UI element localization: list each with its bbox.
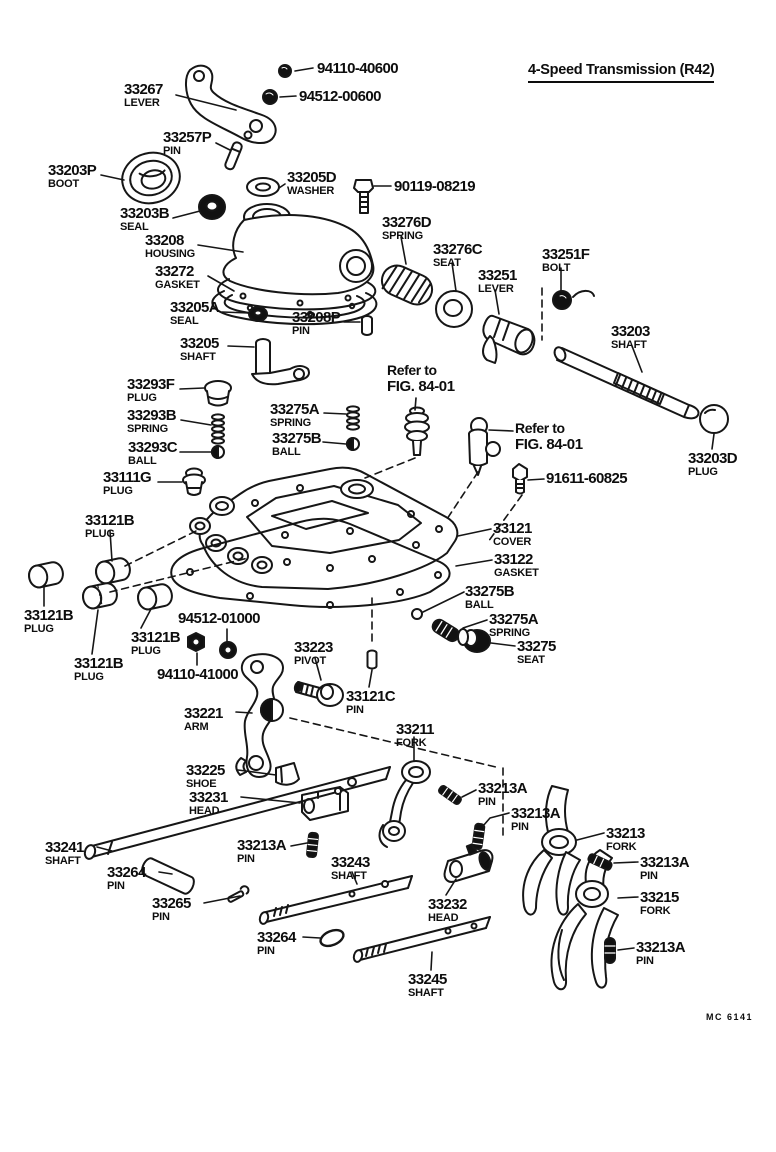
part-name: PLUG [127, 392, 157, 404]
part-label-33121 [493, 521, 532, 548]
part-name: BALL [465, 599, 494, 611]
part-name: SHAFT [408, 987, 444, 999]
part-name: SHOE [186, 778, 217, 790]
part-label-33241 [45, 840, 84, 867]
part-number: 94512-01000 [178, 610, 260, 627]
part-label-33225 [186, 763, 225, 790]
part-label-33203d [688, 451, 737, 478]
part-label-33213a [478, 781, 527, 808]
part-name: PIN [152, 911, 170, 923]
part-number: 33203 [611, 323, 650, 340]
part-name: HEAD [189, 805, 220, 817]
part-number: 33241 [45, 839, 84, 856]
part-label-33213a [511, 806, 560, 833]
part-label-91611-60825 [546, 471, 627, 486]
part-label-94512-00600 [299, 89, 381, 104]
refer-note-line1: Refer to [387, 362, 437, 378]
part-label-33111g [103, 470, 151, 497]
part-name: PIN [257, 945, 275, 957]
part-number: 33276D [382, 214, 431, 231]
part-label-33213a [237, 838, 286, 865]
part-number: 33121B [85, 512, 134, 529]
part-number: 33221 [184, 705, 223, 722]
refer-note-line2: FIG. 84-01 [387, 378, 455, 395]
part-label-33203 [611, 324, 650, 351]
part-label-33223 [294, 640, 333, 667]
part-number: 33211 [396, 721, 434, 738]
part-name: SEAL [170, 315, 199, 327]
part-name: SEAT [517, 654, 545, 666]
part-number: 33264 [257, 929, 296, 946]
part-label-33276c [433, 242, 482, 269]
part-number: 33215 [640, 889, 679, 906]
part-label-33243 [331, 855, 370, 882]
part-label-33293c [128, 440, 177, 467]
part-number: 94110-40600 [317, 60, 398, 77]
part-number: 33121 [493, 520, 532, 537]
part-label-33276d [382, 215, 431, 242]
part-label-33272 [155, 264, 200, 291]
part-number: 91611-60825 [546, 470, 627, 487]
part-label-33205a [170, 300, 219, 327]
part-number: 33225 [186, 762, 225, 779]
part-number: 33208 [145, 232, 184, 249]
part-number: 33276C [433, 241, 482, 258]
part-label-33121b [131, 630, 180, 657]
part-name: SHAFT [180, 351, 216, 363]
part-name: PIN [346, 704, 364, 716]
part-name: PIN [478, 796, 496, 808]
part-label-33232 [428, 897, 467, 924]
part-name: LEVER [124, 97, 160, 109]
part-number: 33213A [640, 854, 689, 871]
part-name: BALL [128, 455, 157, 467]
part-label-33231 [189, 790, 228, 817]
part-number: 33203D [688, 450, 737, 467]
part-label-33275a [270, 402, 319, 429]
part-name: PIN [511, 821, 529, 833]
part-name: SPRING [270, 417, 311, 429]
part-label-94512-01000 [178, 611, 260, 626]
part-number: 33272 [155, 263, 194, 280]
part-label-33251f [542, 247, 589, 274]
part-number: 33245 [408, 971, 447, 988]
part-label-33275 [517, 639, 556, 666]
doc-code: MC 6141 [706, 1012, 754, 1022]
part-number: 33203B [120, 205, 169, 222]
part-name: SPRING [127, 423, 168, 435]
part-label-33211 [396, 722, 434, 749]
part-number: 33232 [428, 896, 467, 913]
part-number: 33121B [131, 629, 180, 646]
part-name: BALL [272, 446, 301, 458]
part-label-33205d [287, 170, 336, 197]
part-number: 33122 [494, 551, 533, 568]
part-number: 33213A [478, 780, 527, 797]
part-name: SPRING [382, 230, 423, 242]
part-number: 33205 [180, 335, 219, 352]
part-number: 33243 [331, 854, 370, 871]
part-label-33205 [180, 336, 219, 363]
refer-note-line1: Refer to [515, 420, 565, 436]
part-number: 33293C [128, 439, 177, 456]
part-name: HEAD [428, 912, 459, 924]
part-label-94110-41000 [157, 667, 238, 682]
part-number: 33121B [24, 607, 73, 624]
part-label-33293b [127, 408, 176, 435]
part-label-94110-40600 [317, 61, 398, 76]
part-label-33208p [292, 310, 340, 337]
part-label-33213a [636, 940, 685, 967]
part-label-33215 [640, 890, 679, 917]
part-name: PIN [640, 870, 658, 882]
part-label-33264 [257, 930, 296, 957]
part-number: 90119-08219 [394, 178, 475, 195]
part-label-33203p [48, 163, 96, 190]
part-label-33245 [408, 972, 447, 999]
part-label-33267 [124, 82, 163, 109]
part-label-33213 [606, 826, 645, 853]
part-label-33264 [107, 865, 146, 892]
part-number: 33275A [489, 611, 538, 628]
part-number: 33275 [517, 638, 556, 655]
part-label-33213a [640, 855, 689, 882]
part-name: PLUG [24, 623, 54, 635]
part-number: 33251F [542, 246, 590, 263]
part-name: BOOT [48, 178, 79, 190]
part-number: 33275A [270, 401, 319, 418]
part-name: SPRING [489, 627, 530, 639]
refer-note [387, 363, 455, 394]
diagram-title: 4-Speed Transmission (R42) [528, 62, 714, 83]
part-label-33251 [478, 268, 517, 295]
part-name: PLUG [74, 671, 104, 683]
part-name: SHAFT [611, 339, 647, 351]
part-label-33121c [346, 689, 395, 716]
part-number: 94512-00600 [299, 88, 381, 105]
part-name: PIN [237, 853, 255, 865]
part-name: PLUG [688, 466, 718, 478]
part-name: SHAFT [45, 855, 81, 867]
part-number: 33251 [478, 267, 517, 284]
part-name: FORK [396, 737, 427, 749]
part-number: 33203P [48, 162, 97, 179]
part-name: PLUG [85, 528, 115, 540]
part-name: ARM [184, 721, 209, 733]
part-label-33221 [184, 706, 223, 733]
part-number: 33121B [74, 655, 123, 672]
part-name: LEVER [478, 283, 514, 295]
part-label-33121b [85, 513, 134, 540]
part-number: 33213 [606, 825, 645, 842]
part-number: 33275B [272, 430, 321, 447]
part-label-33122 [494, 552, 539, 579]
part-number: 94110-41000 [157, 666, 238, 683]
part-number: 33213A [636, 939, 685, 956]
part-name: FORK [606, 841, 637, 853]
part-number: 33231 [189, 789, 228, 806]
part-number: 33257P [163, 129, 212, 146]
part-label-33293f [127, 377, 174, 404]
part-name: PLUG [103, 485, 133, 497]
part-name: PIVOT [294, 655, 327, 667]
part-name: SHAFT [331, 870, 367, 882]
part-label-33257p [163, 130, 211, 157]
part-label-33208 [145, 233, 195, 260]
part-number: 33205D [287, 169, 336, 186]
part-name: PIN [636, 955, 654, 967]
part-label-33275b [272, 431, 321, 458]
part-name: FORK [640, 905, 671, 917]
part-number: 33205A [170, 299, 219, 316]
part-number: 33267 [124, 81, 163, 98]
refer-note-line2: FIG. 84-01 [515, 436, 583, 453]
part-label-33265 [152, 896, 191, 923]
part-number: 33265 [152, 895, 191, 912]
part-number: 33264 [107, 864, 146, 881]
part-name: SEAL [120, 221, 149, 233]
part-name: GASKET [494, 567, 539, 579]
part-label-33203b [120, 206, 169, 233]
part-number: 33121C [346, 688, 395, 705]
part-label-33121b [74, 656, 123, 683]
part-number: 33275B [465, 583, 514, 600]
part-number: 33293F [127, 376, 175, 393]
part-name: PIN [163, 145, 181, 157]
part-name: HOUSING [145, 248, 195, 260]
refer-note [515, 421, 583, 452]
part-name: BOLT [542, 262, 571, 274]
part-name: PIN [107, 880, 125, 892]
part-name: WASHER [287, 185, 335, 197]
part-number: 33213A [511, 805, 560, 822]
part-name: SEAT [433, 257, 461, 269]
part-number: 33223 [294, 639, 333, 656]
part-label-33121b [24, 608, 73, 635]
part-name: GASKET [155, 279, 200, 291]
part-name: COVER [493, 536, 532, 548]
part-name: PLUG [131, 645, 161, 657]
part-number: 33293B [127, 407, 176, 424]
part-label-33275b [465, 584, 514, 611]
part-label-90119-08219 [394, 179, 475, 194]
part-number: 33111G [103, 469, 152, 486]
part-number: 33213A [237, 837, 286, 854]
part-label-33275a [489, 612, 538, 639]
part-number: 33208P [292, 309, 341, 326]
part-name: PIN [292, 325, 310, 337]
